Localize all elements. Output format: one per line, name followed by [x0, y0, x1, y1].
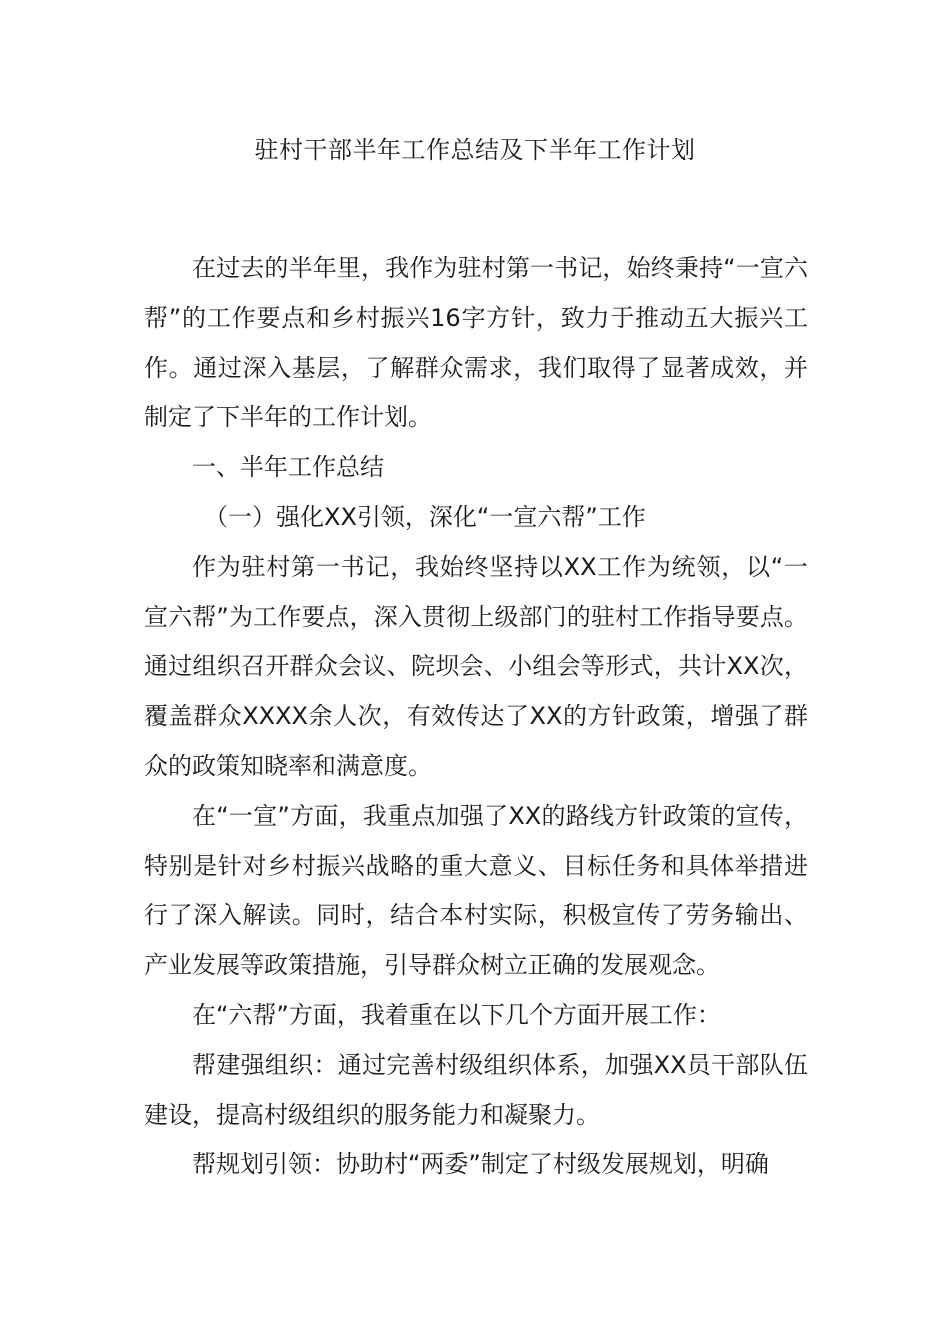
- body-paragraph: 作为驻村第一书记，我始终坚持以XX工作为统领，以“一宣六帮”为工作要点，深入贯彻上级部门的驻村工作指导要点。通过组织召开群众会议、院坝会、小组会等形式，共计XX次，覆盖群众XXXX余人次，有效传达了XX的方针政策，增强了群众的政策知晓率和满意度。: [144, 552, 808, 780]
- intro-paragraph: 在过去的半年里，我作为驻村第一书记，始终秉持“一宣六帮”的工作要点和乡村振兴16字方针，致力于推动五大振兴工作。通过深入基层，了解群众需求，我们取得了显著成效，并制定了下半年的工作计划。: [144, 254, 808, 432]
- document-body: [144, 244, 808, 1190]
- section-heading: 一、半年工作总结: [192, 453, 384, 482]
- subsection-heading: （一）强化XX引领，深化“一宣六帮”工作: [204, 502, 646, 531]
- body-paragraph: 帮建强组织：通过完善村级组织体系，加强XX员干部队伍建设，提高村级组织的服务能力和凝聚力。: [144, 1050, 808, 1129]
- document-title: 驻村干部半年工作总结及下半年工作计划: [254, 136, 696, 164]
- body-paragraph: 在“一宣”方面，我重点加强了XX的路线方针政策的宣传，特别是针对乡村振兴战略的重大意义、目标任务和具体举措进行了深入解读。同时，结合本村实际，积极宣传了劳务输出、产业发展等政策措施，引导群众树立正确的发展观念。: [144, 801, 808, 980]
- body-paragraph: 帮规划引领：协助村“两委”制定了村级发展规划，明确: [192, 1150, 769, 1179]
- body-paragraph: 在“六帮”方面，我着重在以下几个方面开展工作：: [192, 1000, 721, 1029]
